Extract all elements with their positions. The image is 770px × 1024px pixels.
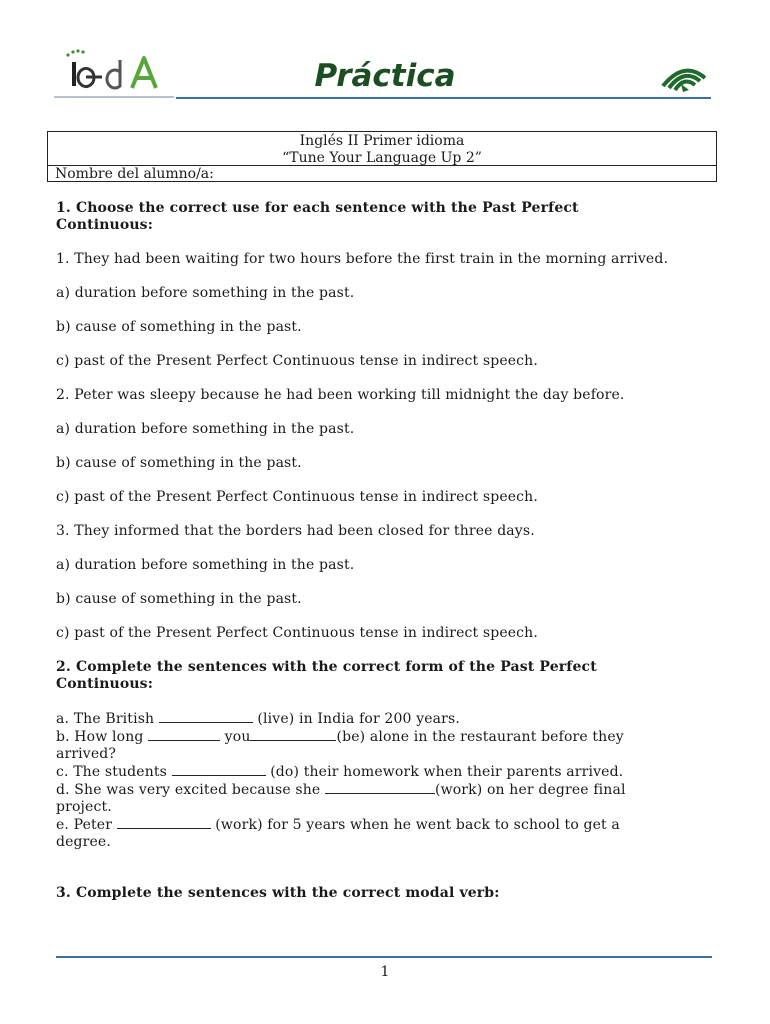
question-2-option-b: b) cause of something in the past. xyxy=(56,455,302,471)
sentence-b-start: b. How long xyxy=(56,729,149,745)
question-2-stem: 2. Peter was sleepy because he had been working till midnight the day before. xyxy=(56,387,625,403)
course-name: Inglés II Primer idioma xyxy=(299,133,465,149)
page-number: 1 xyxy=(380,964,390,980)
sentence-d-end: (work) on her degree final project. xyxy=(56,782,626,815)
sentence-e-end: (work) for 5 years when he went back to school to get a degree. xyxy=(56,817,620,850)
student-name-field xyxy=(48,165,716,183)
logo-underline xyxy=(54,96,174,98)
answer-blank-c[interactable] xyxy=(172,763,266,776)
sentence-d xyxy=(56,781,676,816)
sentence-b-end: (be) alone in the restaurant before they arrived? xyxy=(56,729,624,762)
course-info-box xyxy=(47,131,717,182)
junta-logo-icon xyxy=(660,64,708,94)
course-subtitle: “Tune Your Language Up 2” xyxy=(282,150,482,166)
section-3-heading: 3. Complete the sentences with the correct modal verb: xyxy=(56,885,500,901)
answer-blank-d[interactable] xyxy=(325,781,435,794)
sentence-c xyxy=(56,763,676,781)
header-rule xyxy=(176,97,711,99)
sentence-c-start: c. The students xyxy=(56,764,172,780)
student-name-label: Nombre del alumno/a: xyxy=(55,166,214,182)
sentence-e xyxy=(56,816,676,851)
sentence-e-start: e. Peter xyxy=(56,817,117,833)
question-3-option-b: b) cause of something in the past. xyxy=(56,591,302,607)
course-title xyxy=(48,132,716,167)
section-2-heading: 2. Complete the sentences with the correct form of the Past Perfect Continuous: xyxy=(56,659,597,692)
section-1-heading: 1. Choose the correct use for each sentence with the Past Perfect Continuous: xyxy=(56,200,579,233)
question-1-option-b: b) cause of something in the past. xyxy=(56,319,302,335)
sentence-d-start: d. She was very excited because she xyxy=(56,782,325,798)
question-1-stem: 1. They had been waiting for two hours before the first train in the morning arrived. xyxy=(56,251,669,267)
answer-blank-b2[interactable] xyxy=(250,728,336,741)
question-1-option-a: a) duration before something in the past. xyxy=(56,285,355,301)
sentence-a-end: (live) in India for 200 years. xyxy=(252,711,460,727)
page-header xyxy=(0,0,770,110)
question-1-option-c: c) past of the Present Perfect Continuous tense in indirect speech. xyxy=(56,353,538,369)
question-3-option-a: a) duration before something in the past. xyxy=(56,557,355,573)
page-title: Práctica xyxy=(314,58,456,94)
answer-blank-b1[interactable] xyxy=(148,728,220,741)
junta-logo xyxy=(660,64,708,94)
sentence-b xyxy=(56,728,676,763)
sentence-c-end: (do) their homework when their parents arrived. xyxy=(265,764,624,780)
sentence-a-start: a. The British xyxy=(56,711,159,727)
sentence-b-middle: you xyxy=(220,729,251,745)
footer-rule xyxy=(56,956,712,958)
exercise-content xyxy=(56,200,676,902)
question-3-stem: 3. They informed that the borders had been closed for three days. xyxy=(56,523,535,539)
answer-blank-e[interactable] xyxy=(117,816,211,829)
question-2-option-a: a) duration before something in the past. xyxy=(56,421,355,437)
sentence-a xyxy=(56,710,676,728)
question-3-option-c: c) past of the Present Perfect Continuous tense in indirect speech. xyxy=(56,625,538,641)
question-2-option-c: c) past of the Present Perfect Continuous tense in indirect speech. xyxy=(56,489,538,505)
answer-blank-a[interactable] xyxy=(159,710,253,723)
